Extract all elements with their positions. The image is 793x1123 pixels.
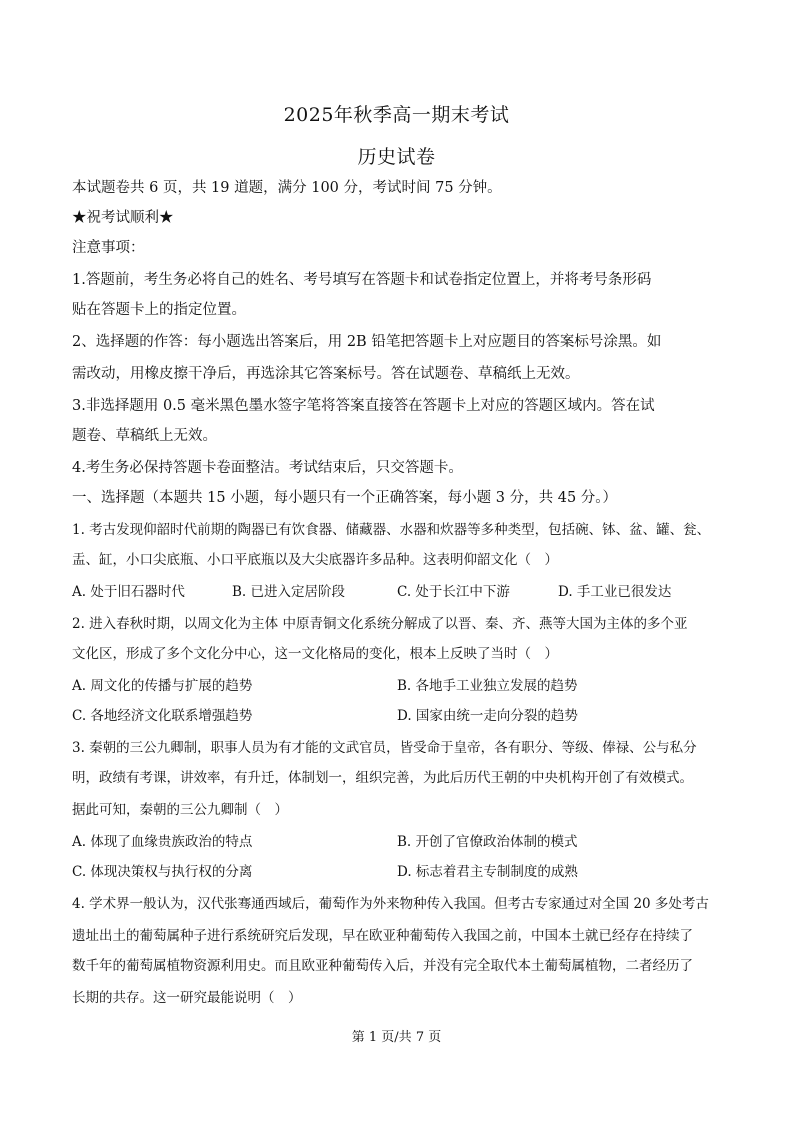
question-1-option-c: C. 处于长江中下游 — [397, 584, 510, 600]
note-line: 4.考生务必保持答题卡卷面整洁。考试结束后，只交答题卡。 — [72, 460, 463, 476]
question-4-stem: 遗址出土的葡萄属种子进行系统研究后发现，早在欧亚种葡萄传入我国之前，中国本土就已经存在持续了 — [72, 928, 693, 944]
section-heading: 一、选择题（本题共 15 小题，每小题只有一个正确答案，每小题 3 分，共 45 分。） — [72, 490, 618, 506]
question-3-stem: 明，政绩有考课，讲效率，有升迁，体制划一，组织完善，为此后历代王朝的中央机构开创了有效模式。 — [72, 770, 693, 786]
note-line: 题卷、草稿纸上无效。 — [72, 428, 217, 444]
question-2-option-b: B. 各地手工业独立发展的趋势 — [397, 678, 578, 694]
note-line: 2、选择题的作答：每小题选出答案后，用 2B 铅笔把答题卡上对应题目的答案标号涂黑。如 — [72, 334, 662, 350]
note-line: 3.非选择题用 0.5 毫米黑色墨水签字笔将答案直接答在答题卡上对应的答题区域内。答在试 — [72, 398, 655, 414]
question-3-option-d: D. 标志着君主专制制度的成熟 — [397, 864, 578, 880]
question-1-option-b: B. 已进入定居阶段 — [232, 584, 346, 600]
exam-info: 本试题卷共 6 页，共 19 道题，满分 100 分，考试时间 75 分钟。 — [72, 180, 502, 196]
question-2-option-a: A. 周文化的传播与扩展的趋势 — [72, 678, 253, 694]
note-line: 需改动，用橡皮擦干净后，再选涂其它答案标号。答在试题卷、草稿纸上无效。 — [72, 366, 580, 382]
question-1-option-a: A. 处于旧石器时代 — [72, 584, 185, 600]
question-1-stem: 1. 考古发现仰韶时代前期的陶器已有饮食器、储藏器、水器和炊器等多种类型，包括碗、钵、盆、罐、瓮、 — [72, 522, 711, 538]
question-4-stem: 数千年的葡萄属植物资源利用史。而且欧亚种葡萄传入后，并没有完全取代本土葡萄属植物，二者经历了 — [72, 958, 693, 974]
question-3-stem: 3. 秦朝的三公九卿制，职事人员为有才能的文武官员，皆受命于皇帝，各有职分、等级、俸禄、公与私分 — [72, 740, 697, 756]
exam-title: 2025年秋季高一期末考试 — [283, 104, 510, 126]
notes-heading: 注意事项： — [72, 240, 145, 256]
note-line: 1.答题前，考生务必将自己的姓名、考号填写在答题卡和试卷指定位置上，并将考号条形码 — [72, 272, 652, 288]
question-2-stem: 文化区，形成了多个文化分中心，这一文化格局的变化，根本上反映了当时（ ） — [72, 646, 558, 662]
question-1-stem: 盂、缸，小口尖底瓶、小口平底瓶以及大尖底器许多品种。这表明仰韶文化（ ） — [72, 552, 558, 568]
question-2-stem: 2. 进入春秋时期，以周文化为主体 中原青铜文化系统分解成了以晋、秦、齐、燕等大国为主体的多个亚 — [72, 616, 688, 632]
question-4-stem: 4. 学术界一般认为，汉代张骞通西域后，葡萄作为外来物种传入我国。但考古专家通过对全国 20 多处考古 — [72, 896, 709, 912]
question-4-stem: 长期的共存。这一研究最能说明（ ） — [72, 990, 302, 1006]
note-line: 贴在答题卡上的指定位置。 — [72, 302, 246, 318]
question-1-option-d: D. 手工业已很发达 — [558, 584, 672, 600]
page-number: 第 1 页/共 7 页 — [351, 1030, 442, 1045]
exam-subtitle: 历史试卷 — [357, 146, 436, 168]
question-2-option-d: D. 国家由统一走向分裂的趋势 — [397, 708, 578, 724]
question-3-option-b: B. 开创了官僚政治体制的模式 — [397, 834, 578, 850]
wish-text: ★祝考试顺利★ — [72, 210, 174, 226]
question-3-option-a: A. 体现了血缘贵族政治的特点 — [72, 834, 253, 850]
question-3-stem: 据此可知，秦朝的三公九卿制（ ） — [72, 802, 288, 818]
question-2-option-c: C. 各地经济文化联系增强趋势 — [72, 708, 253, 724]
question-3-option-c: C. 体现决策权与执行权的分离 — [72, 864, 253, 880]
